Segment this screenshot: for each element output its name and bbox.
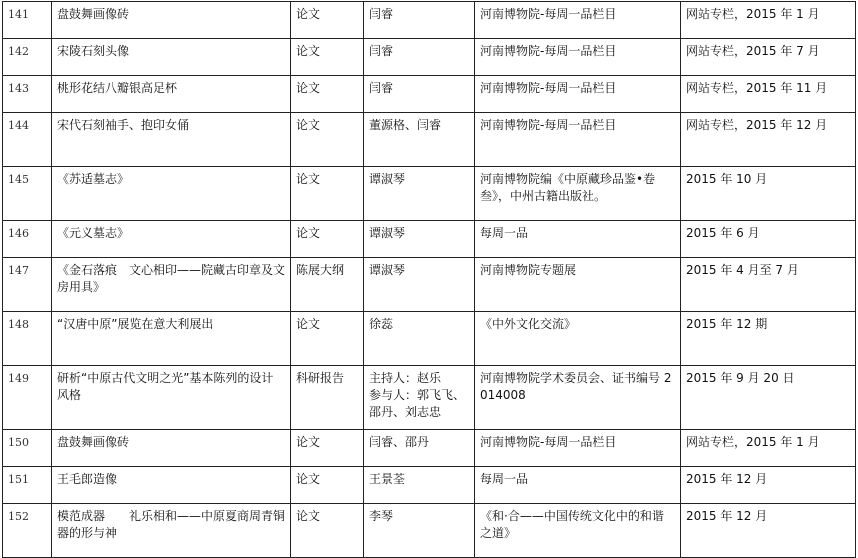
item-type: 论文 [291,76,364,113]
item-source: 河南博物院-每周一品栏目 [475,76,681,113]
row-number: 145 [3,167,52,221]
item-source: 河南博物院-每周一品栏目 [475,2,681,39]
table-row [3,167,856,221]
item-type: 论文 [291,113,364,167]
item-author: 董源格、闫睿 [364,113,475,167]
item-author: 李琴 [364,504,475,558]
table-row [3,2,856,39]
item-type: 论文 [291,2,364,39]
item-type: 论文 [291,312,364,366]
item-author: 主持人：赵乐 参与人：郭飞飞、邵丹、刘志忠 [364,366,475,430]
item-author: 闫睿、邵丹 [364,430,475,467]
table-row [3,39,856,76]
row-number: 144 [3,113,52,167]
item-source: 河南博物院学术委员会、证书编号 2014008 [475,366,681,430]
item-title: 《苏适墓志》 [52,167,291,221]
item-type: 陈展大纲 [291,258,364,312]
item-author: 闫睿 [364,2,475,39]
item-type: 论文 [291,430,364,467]
item-date: 2015 年 10 月 [681,167,856,221]
item-type: 论文 [291,167,364,221]
item-type: 论文 [291,221,364,258]
row-number: 141 [3,2,52,39]
item-type: 论文 [291,39,364,76]
item-source: 《和·合——中国传统文化中的和谐之道》 [475,504,681,558]
item-date: 网站专栏，2015 年 7 月 [681,39,856,76]
item-title: 宋代石刻袖手、抱印女俑 [52,113,291,167]
table-row [3,258,856,312]
table-row [3,467,856,504]
item-title: 研析“中原古代文明之光”基本陈列的设计风格 [52,366,291,430]
item-source: 河南博物院-每周一品栏目 [475,39,681,76]
item-author: 谭淑琴 [364,221,475,258]
item-title: “汉唐中原”展览在意大利展出 [52,312,291,366]
item-title: 盘鼓舞画像砖 [52,2,291,39]
item-title: 宋陵石刻头像 [52,39,291,76]
row-number: 146 [3,221,52,258]
row-number: 142 [3,39,52,76]
item-source: 河南博物院专题展 [475,258,681,312]
item-date: 2015 年 9 月 20 日 [681,366,856,430]
item-date: 2015 年 12 期 [681,312,856,366]
table-row [3,221,856,258]
item-author: 谭淑琴 [364,167,475,221]
item-source: 河南博物院-每周一品栏目 [475,113,681,167]
item-title: 盘鼓舞画像砖 [52,430,291,467]
item-date: 网站专栏，2015 年 1 月 [681,2,856,39]
table-row [3,312,856,366]
item-date: 2015 年 12 月 [681,467,856,504]
item-title: 桃形花结八瓣银高足杯 [52,76,291,113]
row-number: 143 [3,76,52,113]
item-author: 闫睿 [364,39,475,76]
row-number: 147 [3,258,52,312]
item-title: 《金石落痕 文心相印——院藏古印章及文房用具》 [52,258,291,312]
table-row [3,113,856,167]
row-number: 151 [3,467,52,504]
table-row [3,430,856,467]
item-date: 2015 年 4 月至 7 月 [681,258,856,312]
item-source: 每周一品 [475,467,681,504]
item-source: 每周一品 [475,221,681,258]
item-source: 河南博物院-每周一品栏目 [475,430,681,467]
table-row [3,76,856,113]
row-number: 149 [3,366,52,430]
item-author: 王景荃 [364,467,475,504]
item-type: 论文 [291,504,364,558]
table-row [3,504,856,558]
table-row [3,366,856,430]
item-source: 《中外文化交流》 [475,312,681,366]
publication-table [2,1,855,558]
row-number: 150 [3,430,52,467]
item-title: 《元义墓志》 [52,221,291,258]
item-source: 河南博物院编《中原藏珍品鉴•卷叁》，中州古籍出版社。 [475,167,681,221]
item-date: 网站专栏，2015 年 12 月 [681,113,856,167]
item-date: 2015 年 12 月 [681,504,856,558]
row-number: 152 [3,504,52,558]
item-type: 科研报告 [291,366,364,430]
item-title: 模范成器 礼乐相和——中原夏商周青铜器的形与神 [52,504,291,558]
item-title: 王毛郎造像 [52,467,291,504]
item-type: 论文 [291,467,364,504]
item-date: 网站专栏，2015 年 11 月 [681,76,856,113]
item-date: 网站专栏，2015 年 1 月 [681,430,856,467]
item-author: 徐蕊 [364,312,475,366]
row-number: 148 [3,312,52,366]
item-author: 谭淑琴 [364,258,475,312]
item-date: 2015 年 6 月 [681,221,856,258]
item-author: 闫睿 [364,76,475,113]
